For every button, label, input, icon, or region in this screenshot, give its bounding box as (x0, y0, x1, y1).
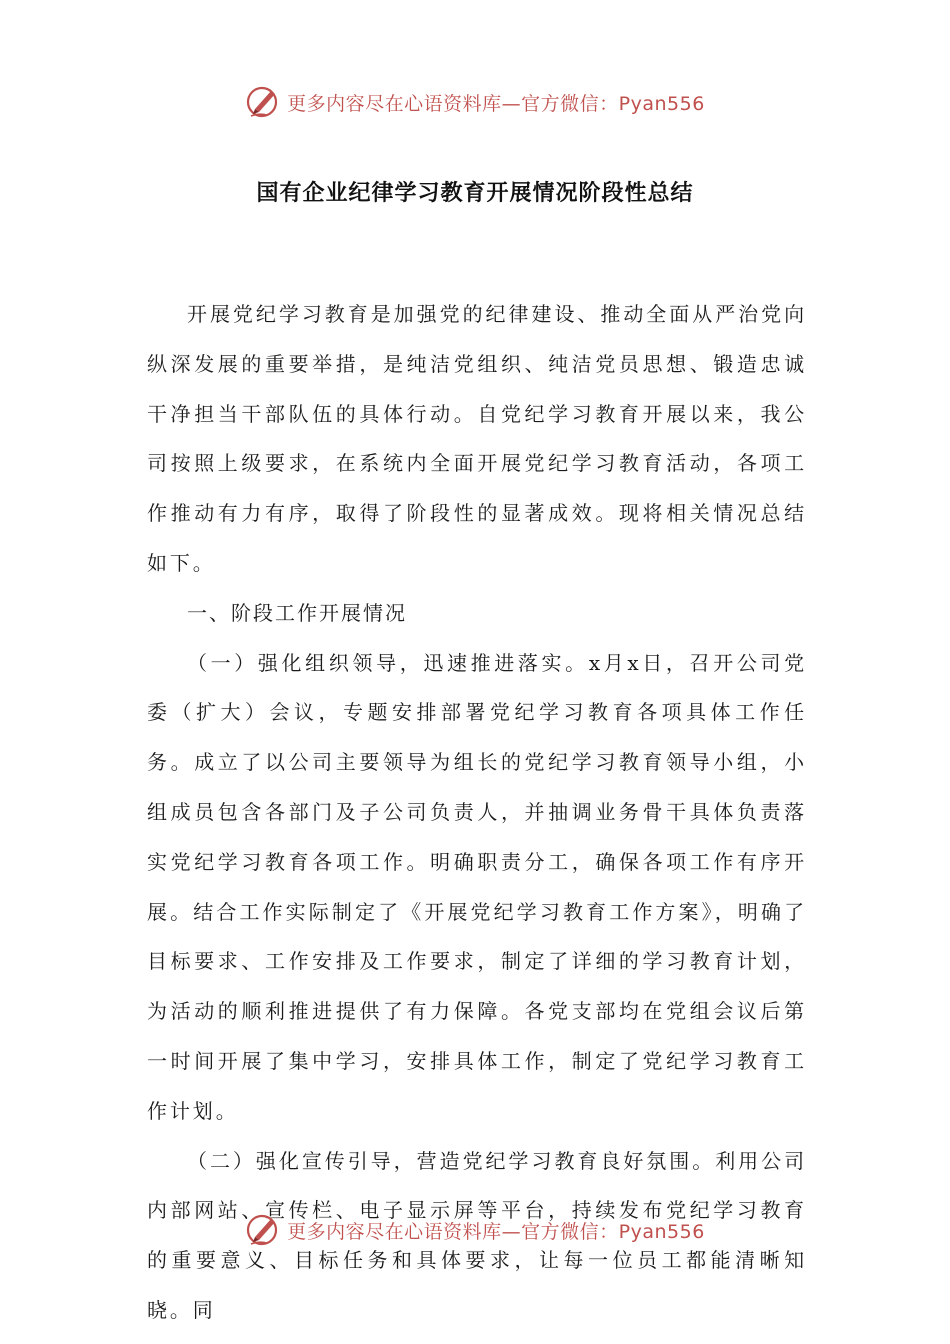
paragraph-intro: 开展党纪学习教育是加强党的纪律建设、推动全面从严治党向纵深发展的重要举措，是纯洁党组织、纯洁党员思想、锻造忠诚干净担当干部队伍的具体行动。自党纪学习教育开展以来，我公司按照上级要求，在系统内全面开展党纪学习教育活动，各项工作推动有力有序，取得了阶段性的显著成效。现将相关情况总结如下。 (147, 302, 807, 575)
document-title: 国有企业纪律学习教育开展情况阶段性总结 (256, 181, 694, 206)
watermark-text: 更多内容尽在心语资料库—官方微信：Pyan556 (287, 1220, 705, 1243)
paragraph-publicity: （二）强化宣传引导，营造党纪学习教育良好氛围。利用公司内部网站、宣传栏、电子显示屏等平台，持续发布党纪学习教育的重要意义、目标任务和具体要求，让每一位员工都能清晰知晓。同 (147, 1148, 807, 1322)
watermark-header (0, 82, 950, 122)
document-body (147, 290, 807, 1336)
watermark-footer (0, 1210, 950, 1250)
section-heading: 一、阶段工作开展情况 (187, 600, 407, 625)
paragraph-organization: （一）强化组织领导，迅速推进落实。x月x日，召开公司党委（扩大）会议，专题安排部署党纪学习教育各项具体工作任务。成立了以公司主要领导为组长的党纪学习教育领导小组，小组成员包含各部门及子公司负责人，并抽调业务骨干具体负责落实党纪学习教育各项工作。明确职责分工，确保各项工作有序开展。结合工作实际制定了《开展党纪学习教育工作方案》，明确了目标要求、工作安排及工作要求，制定了详细的学习教育计划，为活动的顺利推进提供了有力保障。各党支部均在党组会议后第一时间开展了集中学习，安排具体工作，制定了党纪学习教育工作计划。 (147, 650, 807, 1123)
pen-logo-icon (245, 1211, 283, 1249)
pen-logo-icon (245, 83, 283, 121)
watermark-text: 更多内容尽在心语资料库—官方微信：Pyan556 (287, 92, 705, 115)
